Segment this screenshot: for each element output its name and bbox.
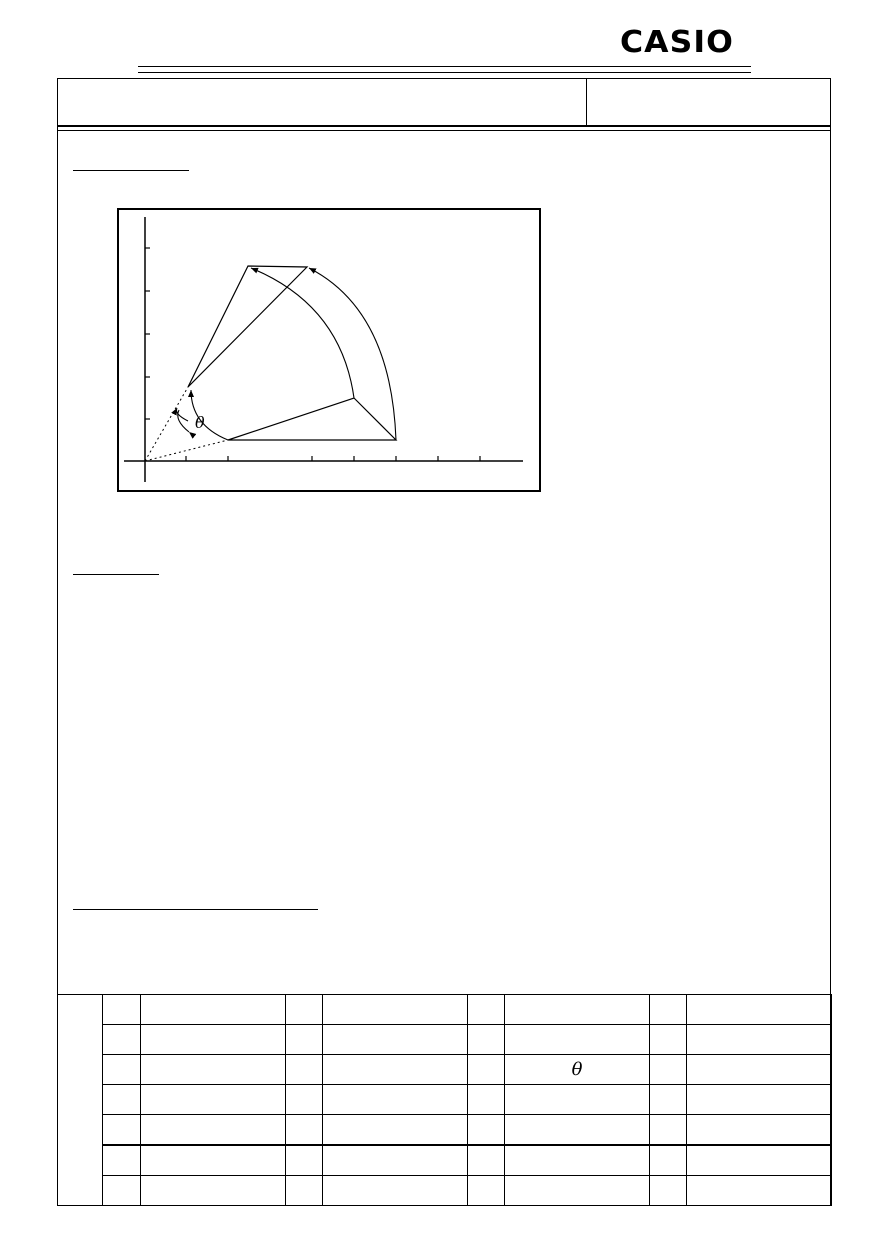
table-cell xyxy=(505,1115,650,1146)
table-cell xyxy=(103,1176,141,1206)
table-cell xyxy=(103,1085,141,1115)
table-cell xyxy=(687,1176,832,1206)
table-cell xyxy=(103,1055,141,1085)
table-cell xyxy=(468,995,505,1025)
table-cell xyxy=(505,1025,650,1055)
table-cell xyxy=(141,1115,286,1146)
table-cell xyxy=(687,1115,832,1146)
table-cell xyxy=(505,1176,650,1206)
header-rule-bottom xyxy=(138,72,751,73)
table-row xyxy=(58,1176,832,1206)
table-cell xyxy=(687,1085,832,1115)
table-row xyxy=(58,1055,832,1085)
table-row xyxy=(58,1025,832,1055)
table-cell xyxy=(468,1025,505,1055)
table-cell xyxy=(103,1115,141,1146)
table-cell xyxy=(650,1115,687,1146)
table-cell xyxy=(141,1145,286,1176)
table-cell xyxy=(505,1145,650,1176)
table-cell xyxy=(650,1176,687,1206)
table-cell xyxy=(323,1055,468,1085)
table-cell xyxy=(141,1055,286,1085)
table-cell xyxy=(323,1025,468,1055)
table-cell xyxy=(323,1085,468,1115)
header-underline-thin xyxy=(57,130,831,131)
table-cell xyxy=(323,1176,468,1206)
side-label-cell xyxy=(58,995,103,1206)
section-heading-underline-1 xyxy=(73,170,189,171)
table-cell xyxy=(468,1145,505,1176)
table-cell xyxy=(103,1145,141,1176)
table-cell xyxy=(505,1085,650,1115)
theta-label: θ xyxy=(195,413,205,432)
casio-logo: CASIO xyxy=(620,25,734,60)
table-cell xyxy=(141,1025,286,1055)
table-cell xyxy=(650,1085,687,1115)
table-cell xyxy=(468,1176,505,1206)
header-cell-divider xyxy=(586,78,587,126)
table-cell xyxy=(687,995,832,1025)
table-cell xyxy=(687,1055,832,1085)
header-underline-thick xyxy=(57,125,831,127)
table-cell xyxy=(141,995,286,1025)
table-cell xyxy=(286,1176,323,1206)
table-cell xyxy=(141,1176,286,1206)
table-cell xyxy=(468,1115,505,1146)
table-cell xyxy=(141,1085,286,1115)
table-row xyxy=(58,1145,832,1176)
table-cell xyxy=(650,1055,687,1085)
rotation-graph-svg xyxy=(119,210,539,490)
table-cell xyxy=(505,995,650,1025)
answer-grid xyxy=(57,994,831,1206)
table-cell xyxy=(468,1085,505,1115)
rotated-triangle xyxy=(188,266,307,387)
table-cell xyxy=(323,1145,468,1176)
table-cell xyxy=(687,1145,832,1176)
original-triangle xyxy=(228,398,396,440)
rotation-graph xyxy=(117,208,541,492)
section-heading-underline-3 xyxy=(73,909,318,910)
table-cell xyxy=(103,1025,141,1055)
table-cell xyxy=(286,995,323,1025)
table-cell xyxy=(286,1115,323,1146)
table-cell xyxy=(103,995,141,1025)
header-rule-top xyxy=(138,66,751,67)
table-cell xyxy=(650,1145,687,1176)
table-cell xyxy=(286,1145,323,1176)
table-cell xyxy=(468,1055,505,1085)
table-cell xyxy=(286,1085,323,1115)
table-cell xyxy=(323,995,468,1025)
table-cell xyxy=(323,1115,468,1146)
table-cell xyxy=(650,1025,687,1055)
table-cell: θ xyxy=(505,1055,650,1085)
table-row xyxy=(58,995,832,1025)
rotation-arc-3 xyxy=(309,268,396,440)
table-cell xyxy=(650,995,687,1025)
table-cell xyxy=(286,1025,323,1055)
table-row xyxy=(58,1085,832,1115)
section-heading-underline-2 xyxy=(73,574,159,575)
table-cell xyxy=(286,1055,323,1085)
table-cell xyxy=(687,1025,832,1055)
table-row xyxy=(58,1115,832,1146)
